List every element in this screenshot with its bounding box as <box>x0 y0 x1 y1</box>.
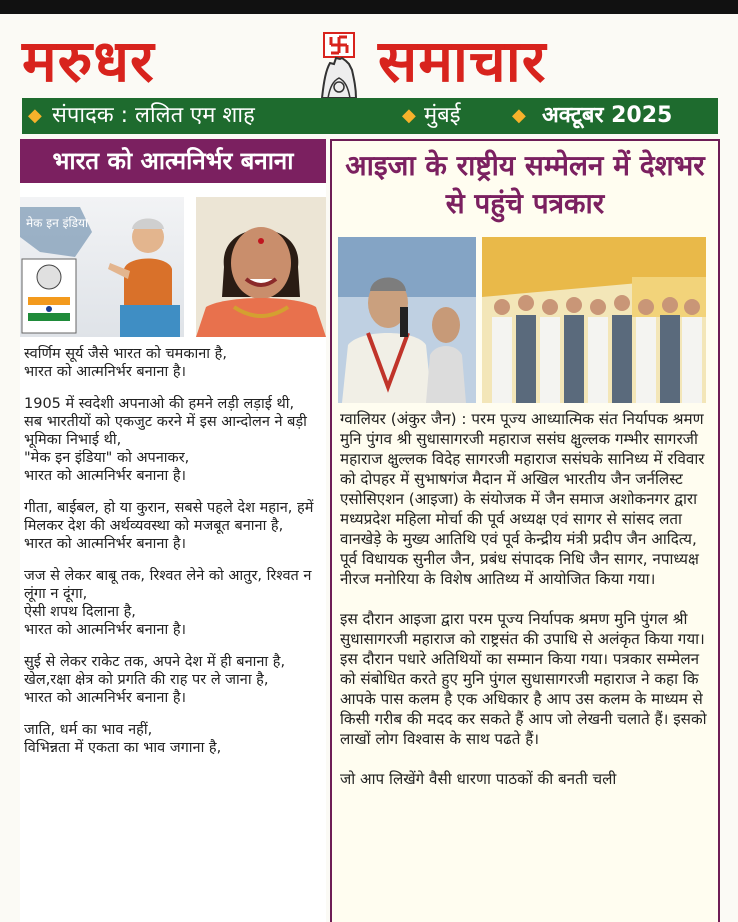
article-paragraph: इस दौरान आइजा द्वारा परम पूज्य निर्यापक श्रमण मुनि पुंगल श्री सुधासागरजी महाराज को राष्ट्रसंत की उपाधि से अलंकृत किया गया। इस दौरान पधारे अतिथियों का सम्मान किया गया। पत्रकार सम्मेलन को संबोधित करते हुए मुनि पुंगल सुधासागरजी महाराज ने कहा कि आपके पास कलम है एक अधिकार है आप उस कलम के माध्यम से किसी गरीब की मदद कर सकते हैं आप जो लेखनी चलाते हैं। इसको लाखों लोग विश्वास के साथ पढते हैं। <box>340 610 707 748</box>
poem-stanza: गीता, बाईबल, हो या कुरान, सबसे पहले देश महान, हमें मिलकर देश की अर्थव्यवस्था को मजबूत बनाना है, भारत को आत्मनिर्भर बनाना है। <box>24 500 314 552</box>
poet-portrait-illustration <box>196 197 326 337</box>
group-photo <box>482 237 706 403</box>
editor-label: संपादक : ललित एम शाह <box>52 103 255 128</box>
article-paragraph: जो आप लिखेंगे वैसी धारणा पाठकों की बनती चली <box>340 770 617 788</box>
top-status-strip <box>0 0 738 14</box>
swastika-hand-emblem-icon <box>306 30 372 102</box>
news-article-column <box>330 139 720 922</box>
poem-stanza: स्वर्णिम सूर्य जैसे भारत को चमकाना है, भारत को आत्मनिर्भर बनाना है। <box>24 346 227 380</box>
masthead <box>0 14 738 98</box>
poem-stanza: जज से लेकर बाबू तक, रिश्वत लेने को आतुर, रिश्वत न लूंगा न दूंगा, ऐसी शपथ दिलाना है, भारत को आत्मनिर्भर बनाना है। <box>24 568 312 638</box>
make-in-india-caption: मेक इन इंडिया <box>26 216 89 230</box>
subtitle-bar <box>22 98 718 134</box>
bullet-dot-icon: ◆ <box>512 105 526 126</box>
poem-stanza: 1905 में स्वदेशी अपनाओ की हमने लड़ी लड़ाई थी, सब भारतीयों को एकजुट करने में इस आन्दोलन ने बड़ी भूमिका निभाई थी, "मेक इन इंडिया" को अपनाकर, भारत को आत्मनिर्भर बनाना है। <box>24 396 307 484</box>
article-headline: आइजा के राष्ट्रीय सम्मेलन में देशभर से पहुंचे पत्रकार <box>345 149 705 220</box>
article-paragraph: ग्वालियर (अंकुर जैन) : परम पूज्य आध्यात्मिक संत निर्यापक श्रमण मुनि पुंगव श्री सुधासागरजी महाराज ससंघ क्षुल्लक गम्भीर सागरजी महाराज क्षुल्लक विदेह सागरजी महाराज ससंघके सानिध्य में रविवार को दोपहर में सुभाषगंज मैदान में अखिल भारतीय जैन जर्नलिस्ट एसोसिएशन (आइजा) के संयोजक में जैन समाज अशोकनगर द्वारा मध्यप्रदेश महिला मोर्चा की पूर्व अध्यक्ष एवं सागर से सांसद लता वानखेड़े के मुख्य आतिथि एवं पूर्व केन्द्रीय मंत्री प्रदीप जैन आदित्य, पूर्व विधायक सुनील जैन, प्रबंध संपादक निधि जैन सागर, नपाध्यक्ष नीरज मनोरिया के विशेष आतिथ्य में आयोजित किया गया। <box>340 410 705 588</box>
bullet-dot-icon: ◆ <box>28 105 42 126</box>
speaker-illustration <box>338 237 476 403</box>
poem-text <box>24 345 324 771</box>
poet-portrait-photo <box>196 197 326 337</box>
speaker-photo <box>338 237 476 403</box>
make-in-india-illustration <box>20 197 184 337</box>
issue-date: अक्टूबर 2025 <box>542 103 673 128</box>
poem-stanza: सुई से लेकर राकेट तक, अपने देश में ही बनाना है, खेल,रक्षा क्षेत्र को प्रगति की राह पर ले जाना है, भारत को आत्मनिर्भर बनाना है। <box>24 654 286 706</box>
bullet-dot-icon: ◆ <box>402 105 416 126</box>
masthead-title-left: मरुधर <box>22 27 155 95</box>
group-illustration <box>482 237 706 403</box>
masthead-title-right: समाचार <box>378 27 547 95</box>
poem-stanza: जाति, धर्म का भाव नहीं, विभिन्नता में एकता का भाव जगाना है, <box>24 722 222 756</box>
city-label: मुंबई <box>424 103 461 128</box>
article-body <box>340 409 712 809</box>
poem-heading: भारत को आत्मनिर्भर बनाना <box>20 139 326 183</box>
make-in-india-photo <box>20 197 184 337</box>
poem-column <box>20 139 326 922</box>
